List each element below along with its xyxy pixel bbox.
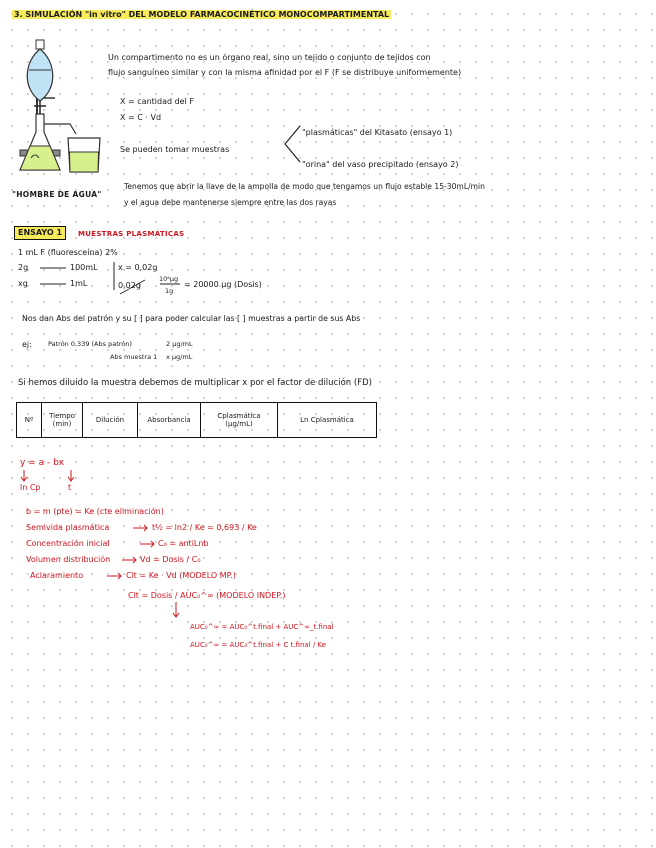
th-absorbancia: Absorbancia xyxy=(138,403,201,438)
regression-y: ln Cp xyxy=(20,483,41,492)
muestras-lead: Se pueden tomar muestras xyxy=(120,145,230,154)
dilucion-line: Si hemos diluido la muestra debemos de multiplicar x por el factor de dilución (FD) xyxy=(18,378,372,388)
pk-vol-label: Volumen distribución xyxy=(26,555,111,564)
calc-xg: xg xyxy=(18,279,28,288)
pk-b-line: b = m (pte) = Ke (cte eliminación) xyxy=(26,507,164,516)
flujo-line-1: Tenemos que abrir la llave de la ampolla de modo que tengamos un flujo estable 15-30mL/min xyxy=(124,182,485,191)
ej-patron-conc: 2 µg/mL xyxy=(166,340,193,348)
ensayo-subtitle: MUESTRAS PLASMÁTICAS xyxy=(78,230,185,238)
calc-002g: 0,02g xyxy=(118,281,141,290)
ej-muestra-conc: x µg/mL xyxy=(166,353,193,361)
calc-10e6-ug: 10⁶µg xyxy=(159,275,179,283)
calc-1g: 1g xyxy=(165,287,174,295)
regression-eq: y = a - bx xyxy=(20,458,65,468)
hombre-de-agua-label: "HOMBRE DE AGUA" xyxy=(12,190,102,199)
pk-semivida-value: t½ = ln2 / Ke = 0,693 / Ke xyxy=(152,523,257,532)
ej-label: ej: xyxy=(22,340,32,349)
th-cplasmatica: Cplasmática (µg/mL) xyxy=(201,403,278,438)
pk-acl-label: Aclaramiento xyxy=(30,571,84,580)
calc-100ml: 100mL xyxy=(70,263,98,272)
pk-auc-line-2: AUC₀^∞ = AUC₀^t.final + C t.final / Ke xyxy=(190,641,326,649)
formula-x-cantidad: X = cantidad del F xyxy=(120,97,194,106)
th-tiempo: Tiempo (min) xyxy=(42,403,83,438)
page-title: 3. SIMULACIÓN "in vitro" DEL MODELO FARMACOCINÉTICO MONOCOMPARTIMENTAL xyxy=(14,10,390,19)
calc-dosis: = 20000 µg (Dosis) xyxy=(184,280,262,289)
th-dilucion: Dilución xyxy=(83,403,138,438)
calc-2g: 2g xyxy=(18,263,29,272)
pk-vol-value: Vd = Dosis / C₀ xyxy=(140,555,201,564)
pk-acl-value: Clt = Ke · Vd (MODELO MP.) xyxy=(126,571,236,580)
calc-line-1: 1 mL F (fluoresceína) 2% xyxy=(18,248,118,257)
ej-patron: Patrón 0,339 (Abs patrón) xyxy=(48,340,132,348)
pk-conc-value: C₀ = antiLnb xyxy=(158,539,209,548)
abs-line: Nos dan Abs del patrón y su [ ] para poder calcular las [ ] muestras a partir de sus Abs xyxy=(22,314,361,323)
regression-x: t xyxy=(68,483,72,492)
calc-x-result: x = 0,02g xyxy=(118,263,158,272)
th-ln-cplasmatica: Ln Cplasmática xyxy=(278,403,377,438)
pk-clt-indep: Clt = Dosis / AUC₀^∞ (MODELO INDEP.) xyxy=(128,591,286,600)
flujo-line-2: y el agua debe mantenerse siempre entre las dos rayas xyxy=(124,198,337,207)
intro-line-1: Un compartimento no es un órgano real, sino un tejido o conjunto de tejidos con xyxy=(108,53,431,62)
ej-muestra: Abs muestra 1 xyxy=(110,353,158,361)
pk-conc-label: Concentración inicial xyxy=(26,539,110,548)
formula-x-cvd: X = C · Vd xyxy=(120,113,162,122)
intro-line-2: flujo sanguíneo similar y con la misma afinidad por el F (F se distribuye uniformemente) xyxy=(108,68,462,77)
pk-semivida-label: Semivida plasmática xyxy=(26,523,110,532)
ensayo-1-label: ENSAYO 1 xyxy=(14,226,66,240)
muestras-orina: "orina" del vaso precipitado (ensayo 2) xyxy=(302,160,459,169)
th-numero: Nº xyxy=(17,403,42,438)
muestras-plasmaticas: "plasmáticas" del Kitasato (ensayo 1) xyxy=(302,128,453,137)
results-table xyxy=(16,402,377,438)
pk-auc-line-1: AUC₀^∞ = AUC₀^t.final + AUC^∞_t.final xyxy=(190,623,334,631)
calc-1ml: 1mL xyxy=(70,279,88,288)
